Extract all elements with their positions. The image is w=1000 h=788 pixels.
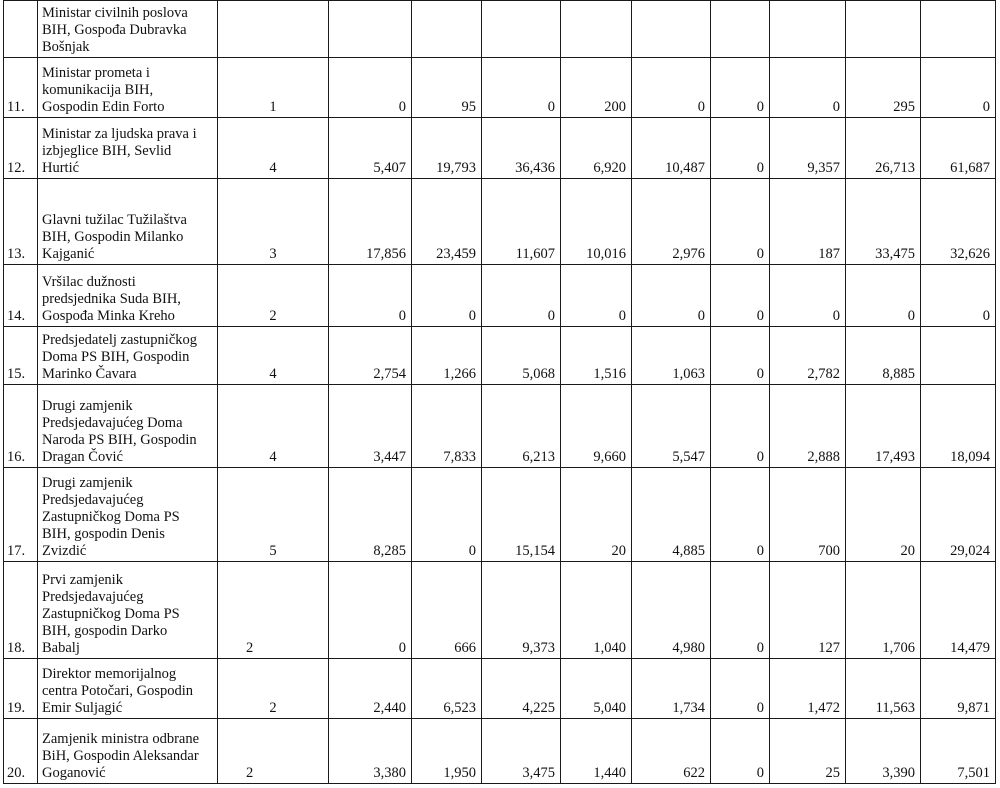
value-cell: 23,459	[412, 179, 482, 265]
value-cell: 17,856	[329, 179, 412, 265]
official-name-cell: Drugi zamjenik Predsjedavajućeg Zastupničkog Doma PS BIH, gospodin Denis Zvizdić	[38, 468, 218, 562]
value-cell: 2,440	[329, 659, 412, 719]
table-row	[4, 1, 996, 58]
value-cell: 0	[921, 58, 996, 118]
table-row	[4, 719, 996, 784]
value-cell: 33,475	[846, 179, 921, 265]
value-cell	[921, 1, 996, 58]
value-cell	[770, 1, 846, 58]
value-cell: 0	[711, 327, 770, 385]
value-cell: 1,266	[412, 327, 482, 385]
value-cell: 36,436	[482, 118, 561, 179]
value-cell: 20	[561, 468, 632, 562]
value-cell	[561, 1, 632, 58]
value-cell: 8,285	[329, 468, 412, 562]
value-cell: 5,068	[482, 327, 561, 385]
value-cell: 4,980	[632, 562, 711, 659]
official-name-cell: Drugi zamjenik Predsjedavajućeg Doma Naroda PS BIH, Gospodin Dragan Čović	[38, 385, 218, 468]
value-cell: 9,357	[770, 118, 846, 179]
value-cell: 6,920	[561, 118, 632, 179]
row-number: 13.	[4, 179, 38, 265]
value-cell: 2,888	[770, 385, 846, 468]
value-cell: 0	[711, 385, 770, 468]
value-cell: 95	[412, 58, 482, 118]
value-cell: 11,607	[482, 179, 561, 265]
value-cell: 187	[770, 179, 846, 265]
table-row	[4, 265, 996, 327]
value-cell: 0	[632, 58, 711, 118]
value-cell: 25	[770, 719, 846, 784]
value-cell: 1,734	[632, 659, 711, 719]
value-cell: 0	[711, 468, 770, 562]
value-cell: 61,687	[921, 118, 996, 179]
row-number: 19.	[4, 659, 38, 719]
value-cell: 1,706	[846, 562, 921, 659]
value-cell: 32,626	[921, 179, 996, 265]
table-row	[4, 58, 996, 118]
value-cell: 5,407	[329, 118, 412, 179]
official-name-cell: Direktor memorijalnog centra Potočari, Gospodin Emir Suljagić	[38, 659, 218, 719]
staff-count-cell: 4	[218, 118, 329, 179]
value-cell: 1,440	[561, 719, 632, 784]
value-cell: 6,523	[412, 659, 482, 719]
official-name-cell: Zamjenik ministra odbrane BiH, Gospodin Aleksandar Goganović	[38, 719, 218, 784]
staff-count-cell: 2	[218, 562, 329, 659]
value-cell: 200	[561, 58, 632, 118]
staff-count-cell: 1	[218, 58, 329, 118]
value-cell: 10,487	[632, 118, 711, 179]
table-row	[4, 327, 996, 385]
value-cell: 5,547	[632, 385, 711, 468]
value-cell: 20	[846, 468, 921, 562]
value-cell: 18,094	[921, 385, 996, 468]
value-cell: 2,976	[632, 179, 711, 265]
staff-count-cell: 2	[218, 659, 329, 719]
value-cell	[921, 327, 996, 385]
value-cell	[412, 1, 482, 58]
table-row	[4, 468, 996, 562]
staff-count-cell: 5	[218, 468, 329, 562]
row-number: 20.	[4, 719, 38, 784]
value-cell	[711, 1, 770, 58]
value-cell: 0	[412, 468, 482, 562]
official-name-cell: Ministar civilnih poslova BIH, Gospođa Dubravka Bošnjak	[38, 1, 218, 58]
value-cell: 9,373	[482, 562, 561, 659]
value-cell: 17,493	[846, 385, 921, 468]
row-number: 12.	[4, 118, 38, 179]
value-cell: 6,213	[482, 385, 561, 468]
official-name-cell: Prvi zamjenik Predsjedavajućeg Zastupničkog Doma PS BIH, gospodin Darko Babalj	[38, 562, 218, 659]
table-row	[4, 562, 996, 659]
staff-count-cell: 4	[218, 327, 329, 385]
row-number: 11.	[4, 58, 38, 118]
value-cell: 1,950	[412, 719, 482, 784]
table-row	[4, 179, 996, 265]
value-cell: 2,782	[770, 327, 846, 385]
value-cell: 0	[770, 265, 846, 327]
staff-count-cell	[218, 1, 329, 58]
value-cell: 0	[711, 265, 770, 327]
value-cell: 700	[770, 468, 846, 562]
value-cell: 8,885	[846, 327, 921, 385]
table-row	[4, 659, 996, 719]
value-cell: 29,024	[921, 468, 996, 562]
value-cell: 4,225	[482, 659, 561, 719]
value-cell: 0	[711, 179, 770, 265]
value-cell: 15,154	[482, 468, 561, 562]
row-number	[4, 1, 38, 58]
value-cell: 0	[711, 562, 770, 659]
value-cell: 7,501	[921, 719, 996, 784]
value-cell: 11,563	[846, 659, 921, 719]
value-cell: 4,885	[632, 468, 711, 562]
staff-count-cell: 4	[218, 385, 329, 468]
expense-table	[3, 0, 996, 784]
value-cell: 2,754	[329, 327, 412, 385]
value-cell: 3,380	[329, 719, 412, 784]
value-cell: 1,063	[632, 327, 711, 385]
value-cell: 1,472	[770, 659, 846, 719]
staff-count-cell: 2	[218, 265, 329, 327]
official-name-cell: Ministar za ljudska prava i izbjeglice BIH, Sevlid Hurtić	[38, 118, 218, 179]
value-cell	[632, 1, 711, 58]
value-cell: 26,713	[846, 118, 921, 179]
value-cell: 19,793	[412, 118, 482, 179]
value-cell: 9,660	[561, 385, 632, 468]
value-cell: 0	[412, 265, 482, 327]
value-cell: 7,833	[412, 385, 482, 468]
value-cell: 0	[632, 265, 711, 327]
value-cell: 0	[921, 265, 996, 327]
value-cell: 0	[846, 265, 921, 327]
value-cell: 666	[412, 562, 482, 659]
table-row	[4, 385, 996, 468]
value-cell: 0	[711, 118, 770, 179]
value-cell: 3,447	[329, 385, 412, 468]
value-cell: 0	[711, 719, 770, 784]
value-cell: 0	[482, 58, 561, 118]
row-number: 14.	[4, 265, 38, 327]
value-cell	[846, 1, 921, 58]
value-cell: 0	[329, 265, 412, 327]
value-cell: 9,871	[921, 659, 996, 719]
table-row	[4, 118, 996, 179]
value-cell	[329, 1, 412, 58]
value-cell: 1,040	[561, 562, 632, 659]
value-cell: 622	[632, 719, 711, 784]
row-number: 17.	[4, 468, 38, 562]
value-cell: 3,475	[482, 719, 561, 784]
value-cell: 0	[770, 58, 846, 118]
official-name-cell: Vršilac dužnosti predsjednika Suda BIH, Gospođa Minka Kreho	[38, 265, 218, 327]
value-cell: 0	[711, 58, 770, 118]
value-cell: 0	[482, 265, 561, 327]
official-name-cell: Predsjedatelj zastupničkog Doma PS BIH, Gospodin Marinko Čavara	[38, 327, 218, 385]
official-name-cell: Ministar prometa i komunikacija BIH, Gospodin Edin Forto	[38, 58, 218, 118]
value-cell: 0	[329, 58, 412, 118]
official-name-cell: Glavni tužilac Tužilaštva BIH, Gospodin Milanko Kajganić	[38, 179, 218, 265]
value-cell: 0	[329, 562, 412, 659]
staff-count-cell: 2	[218, 719, 329, 784]
row-number: 18.	[4, 562, 38, 659]
table-body	[4, 1, 996, 784]
value-cell: 127	[770, 562, 846, 659]
value-cell	[482, 1, 561, 58]
value-cell: 295	[846, 58, 921, 118]
row-number: 15.	[4, 327, 38, 385]
value-cell: 5,040	[561, 659, 632, 719]
value-cell: 14,479	[921, 562, 996, 659]
value-cell: 0	[561, 265, 632, 327]
value-cell: 10,016	[561, 179, 632, 265]
value-cell: 3,390	[846, 719, 921, 784]
value-cell: 0	[711, 659, 770, 719]
value-cell: 1,516	[561, 327, 632, 385]
staff-count-cell: 3	[218, 179, 329, 265]
row-number: 16.	[4, 385, 38, 468]
